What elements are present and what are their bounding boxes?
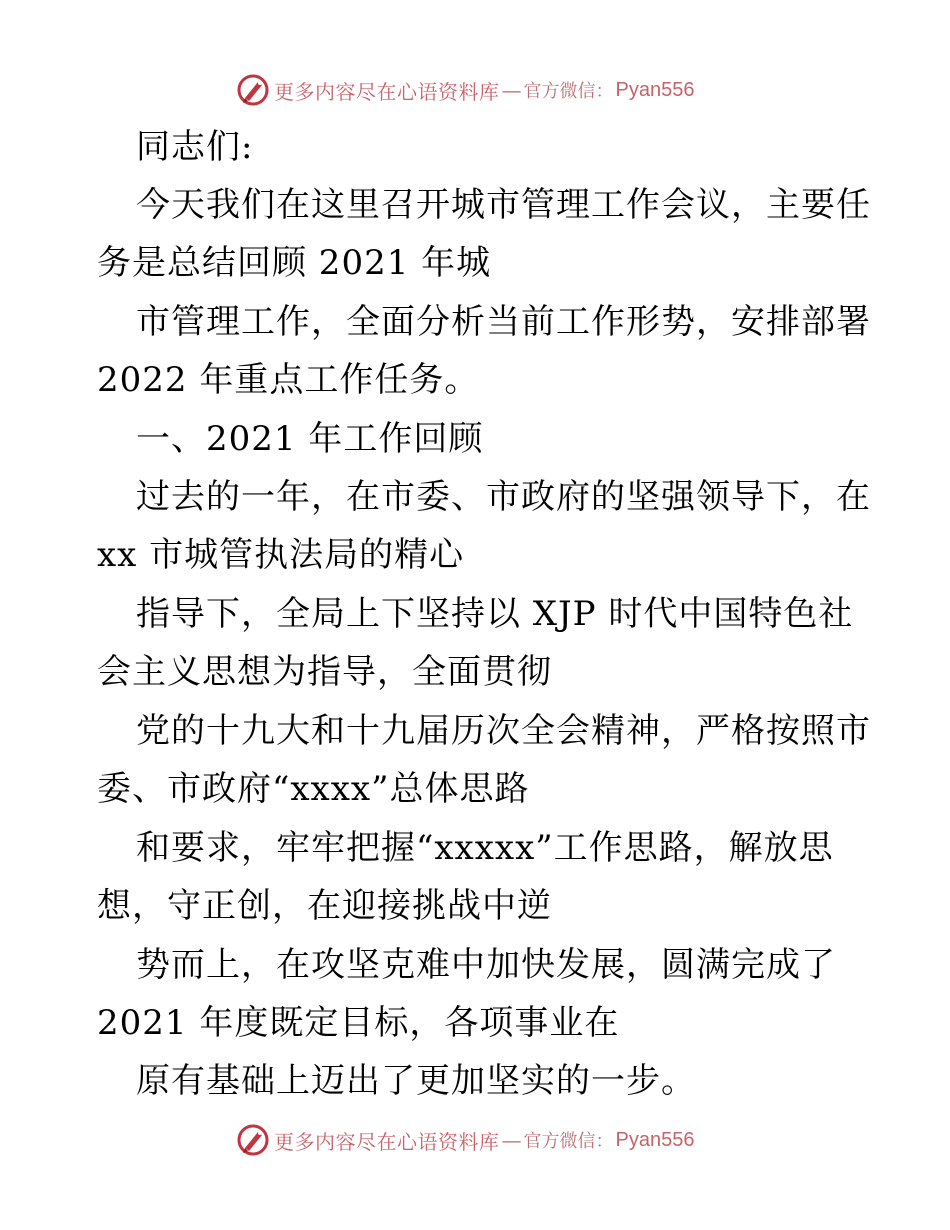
paragraph-line: xx 市城管执法局的精心 — [97, 535, 465, 575]
paragraph-line: 原有基础上迈出了更加坚实的一步。 — [136, 1061, 696, 1101]
paragraph-line: 想，守正创，在迎接挑战中逆 — [97, 886, 552, 926]
paragraph-line: 党的十九大和十九届历次全会精神，严格按照市 — [136, 711, 871, 751]
watermark-id: Pyan556 — [615, 78, 695, 101]
pen-logo-icon — [236, 1123, 270, 1157]
paragraph-line: 和要求，牢牢把握“xxxxx”工作思路，解放思 — [136, 828, 834, 868]
watermark-dash: — — [501, 78, 522, 102]
watermark-text: 更多内容尽在心语资料库 — [274, 79, 500, 104]
paragraph-line: 2022 年重点工作任务。 — [97, 360, 480, 400]
paragraph-line: 会主义思想为指导，全面贯彻 — [97, 652, 552, 692]
paragraph-line: 过去的一年，在市委、市政府的坚强领导下，在 — [136, 477, 871, 517]
watermark-id: Pyan556 — [615, 1128, 695, 1151]
footer-watermark — [236, 1122, 694, 1158]
watermark-dash: — — [501, 1128, 522, 1152]
section-heading: 一、2021 年工作回顾 — [136, 419, 484, 459]
watermark-text: 更多内容尽在心语资料库 — [274, 1129, 500, 1154]
paragraph-line: 2021 年度既定目标，各项事业在 — [97, 1003, 620, 1043]
paragraph-line: 指导下，全局上下坚持以 XJP 时代中国特色社 — [136, 594, 854, 634]
pen-logo-icon — [236, 73, 270, 107]
paragraph-line: 势而上，在攻坚克难中加快发展，圆满完成了 — [136, 945, 836, 985]
salutation-line: 同志们: — [136, 127, 254, 167]
paragraph-line: 市管理工作，全面分析当前工作形势，安排部署 — [136, 302, 871, 342]
paragraph-line: 务是总结回顾 2021 年城 — [97, 243, 492, 283]
paragraph-line: 委、市政府“xxxx”总体思路 — [97, 769, 530, 809]
header-watermark — [236, 72, 694, 108]
watermark-label: 官方微信： — [523, 1131, 614, 1152]
paragraph-line: 今天我们在这里召开城市管理工作会议，主要任 — [136, 185, 871, 225]
watermark-label: 官方微信： — [523, 81, 614, 102]
